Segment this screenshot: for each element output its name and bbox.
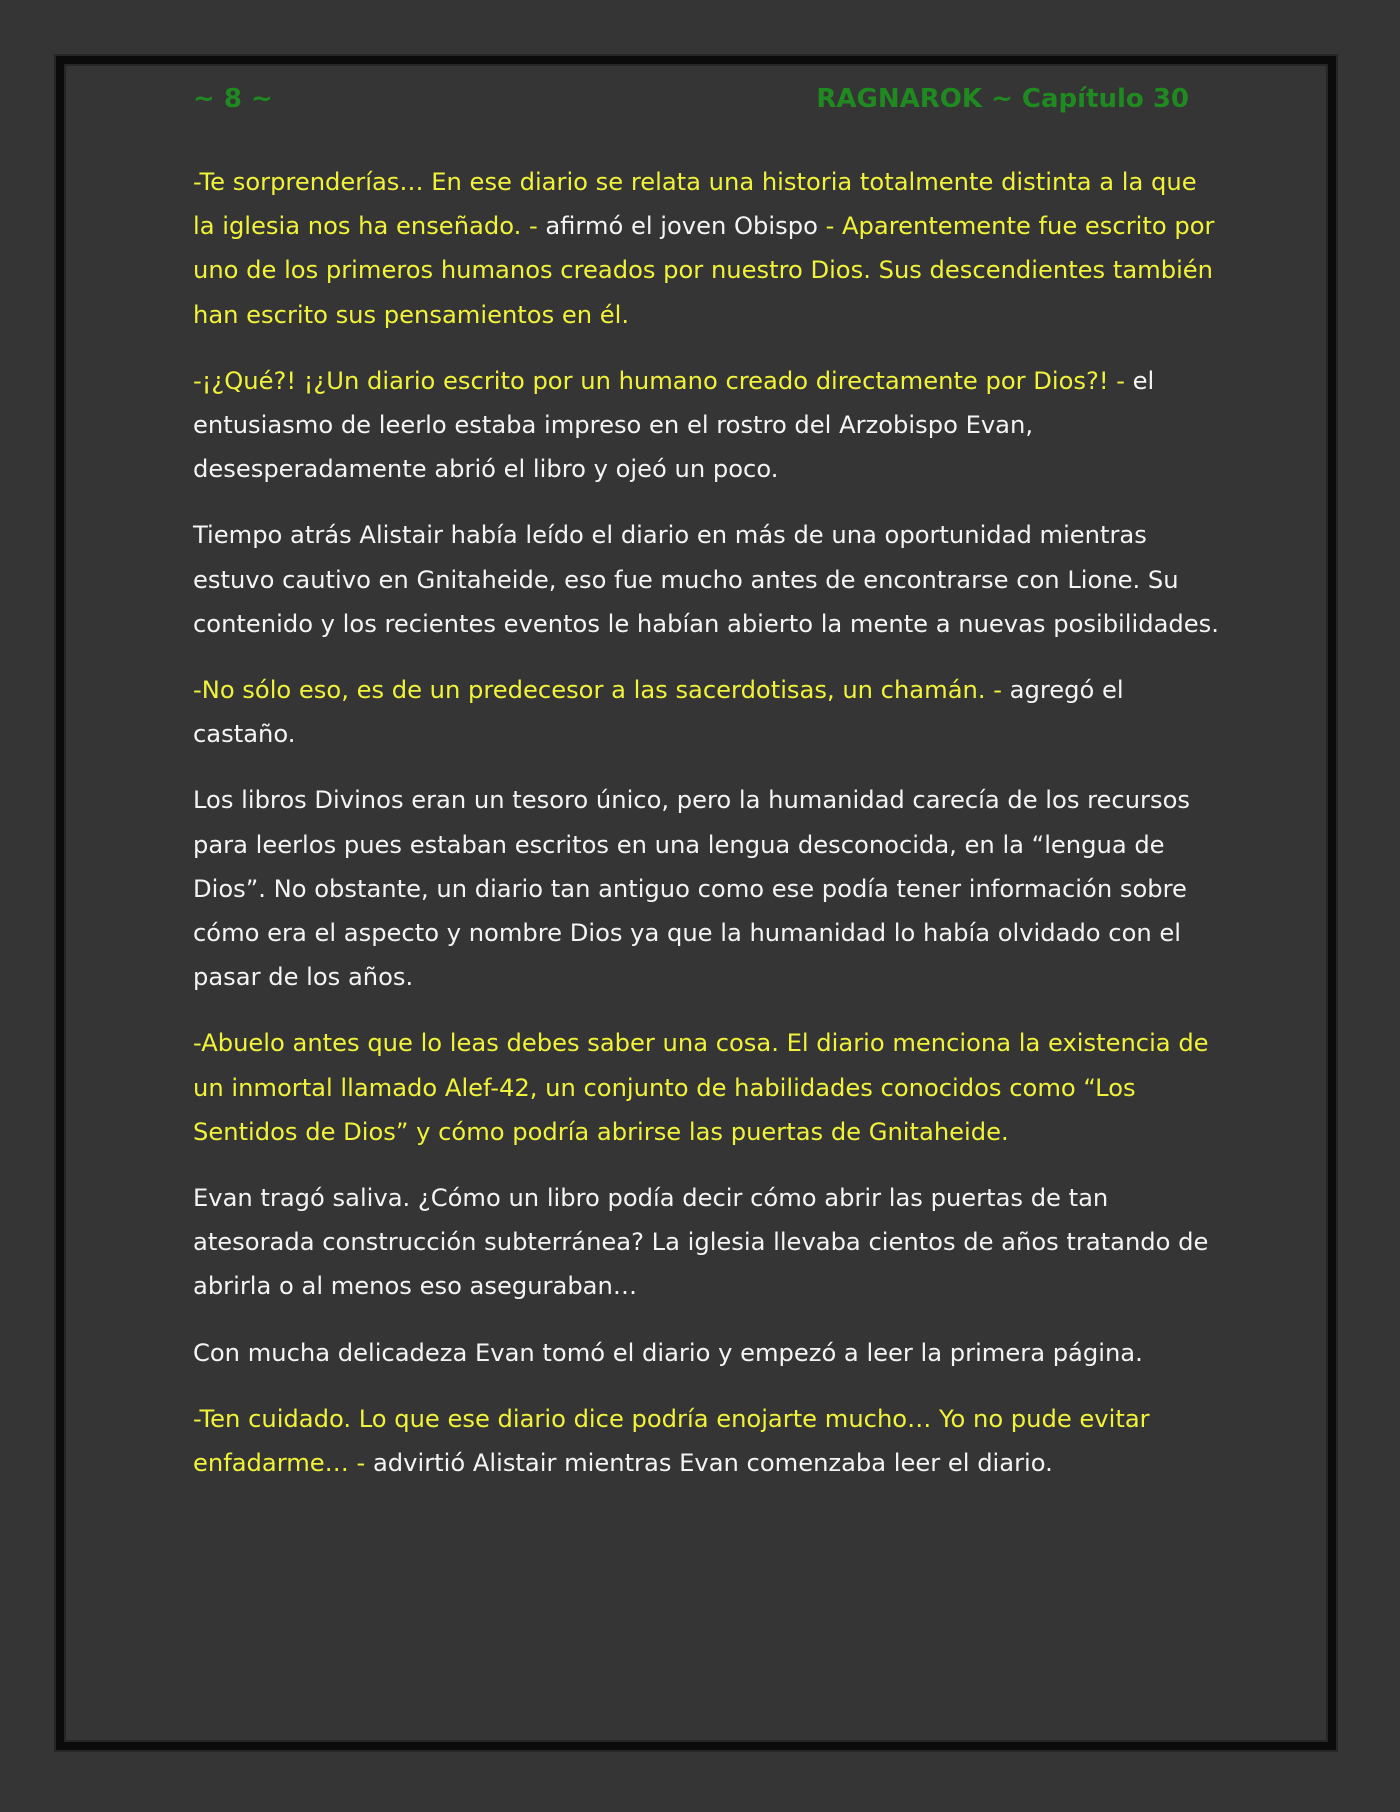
dialogue: -Ten cuidado. Lo que ese diario dice podría enojarte mucho… Yo no pude evitar enfadarme… - <box>193 1404 1150 1478</box>
narration: advirtió Alistair mientras Evan comenzaba leer el diario. <box>365 1449 1053 1478</box>
narration: Los libros Divinos eran un tesoro único, pero la humanidad carecía de los recursos para leerlos pues estaban escritos en una lengua desconocida, en la “lengua de Dios”. No obstante, un diario tan antiguo como ese podía tener información sobre cómo era el aspecto y nombre Dios ya que la humanidad lo había olvidado con el pasar de los años. <box>193 786 1190 992</box>
dialogue: -Te sorprenderías… En ese diario se relata una historia totalmente distinta a la que la iglesia nos ha enseñado. - <box>193 168 1197 241</box>
narration: Evan tragó saliva. ¿Cómo un libro podía decir cómo abrir las puertas de tan atesorada construcción subterránea? La iglesia llevaba cientos de años tratando de abrirla o al menos eso aseguraban… <box>193 1184 1209 1301</box>
paragraph-4 <box>193 668 1223 756</box>
page-body <box>193 160 1223 1507</box>
paragraph-5 <box>193 778 1223 999</box>
narration: Con mucha delicadeza Evan tomó el diario y empezó a leer la primera página. <box>193 1338 1143 1367</box>
narration: afirmó el joven Obispo <box>537 212 826 241</box>
dialogue: - Aparentemente fue escrito por uno de los primeros humanos creados por nuestro Dios. Sus descendientes también han escrito sus pensamientos en él. <box>193 212 1215 329</box>
paragraph-7 <box>193 1176 1223 1309</box>
running-title: RAGNAROK ~ Capítulo 30 <box>816 84 1189 114</box>
paragraph-8 <box>193 1331 1223 1375</box>
paragraph-9 <box>193 1397 1223 1485</box>
paragraph-6 <box>193 1021 1223 1154</box>
dialogue: -No sólo eso, es de un predecesor a las sacerdotisas, un chamán. - <box>193 676 1002 705</box>
narration: el entusiasmo de leerlo estaba impreso en el rostro del Arzobispo Evan, desesperadamente abrió el libro y ojeó un poco. <box>193 366 1155 484</box>
dialogue: -¡¿Qué?! ¡¿Un diario escrito por un humano creado directamente por Dios?! - <box>193 366 1125 395</box>
page-number: ~ 8 ~ <box>193 84 273 114</box>
paragraph-2 <box>193 359 1223 492</box>
paragraph-1 <box>193 160 1223 337</box>
dialogue: -Abuelo antes que lo leas debes saber una cosa. El diario menciona la existencia de un inmortal llamado Alef-42, un conjunto de habilidades conocidos como “Los Sentidos de Dios” y cómo podría abrirse las puertas de Gnitaheide. <box>193 1029 1209 1146</box>
narration: agregó el castaño. <box>193 676 1124 749</box>
narration: Tiempo atrás Alistair había leído el diario en más de una oportunidad mientras estuvo cautivo en Gnitaheide, eso fue mucho antes de encontrarse con Lione. Su contenido y los recientes eventos le habían abierto la mente a nuevas posibilidades. <box>193 521 1219 638</box>
page-header <box>193 84 1193 120</box>
paragraph-3 <box>193 513 1223 646</box>
